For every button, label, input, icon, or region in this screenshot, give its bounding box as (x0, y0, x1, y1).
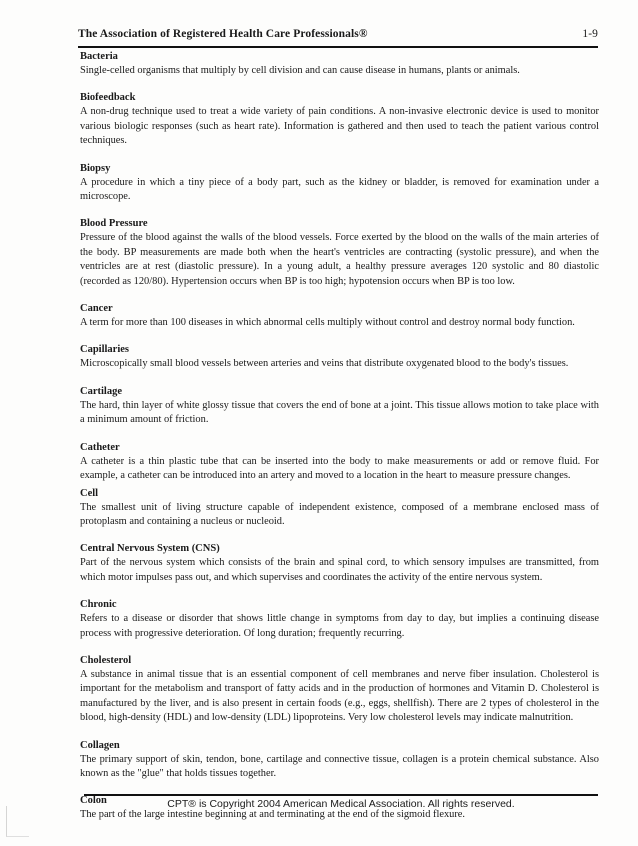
glossary-entry-chronic (80, 598, 599, 641)
glossary-entry-bacteria (80, 50, 599, 78)
glossary-entry-cns (80, 542, 599, 585)
entry-definition: The smallest unit of living structure capable of independent existence, composed of a membrane enclosed mass of protoplasm and containing a nucleus or nucleoid. (80, 501, 599, 527)
glossary-entry-biofeedback (80, 91, 599, 148)
entry-term: Biopsy (80, 162, 111, 174)
glossary-entry-capillaries (80, 343, 599, 371)
glossary-entry-collagen (80, 739, 599, 782)
copyright-footer: CPT® is Copyright 2004 American Medical Association. All rights reserved. (167, 798, 515, 810)
entry-term: Biofeedback (80, 92, 136, 104)
glossary-content (80, 50, 599, 823)
glossary-entry-cholesterol (80, 654, 599, 726)
page-header (78, 28, 598, 46)
entry-term: Catheter (80, 441, 120, 453)
entry-definition: The part of the large intestine beginning at and terminating at the end of the sigmoid flexure. (80, 809, 466, 821)
entry-definition: A substance in animal tissue that is an essential component of cell membranes and nerve fiber insulation. Cholesterol is important for the metabolism and transport of fatty acids and in the production of hormones and Vitamin D. Cholesterol is manufactured by the liver, and is also present in certain foods (e.g., eggs, shellfish). There are 2 types of cholesterol in the blood, high-density (HDL) and low-density (LDL) lipoproteins. Very low cholesterol levels may indicate malnutrition. (80, 668, 599, 724)
scan-artifact (6, 806, 29, 837)
entry-definition: A non-drug technique used to treat a wide variety of pain conditions. A non-invasive electronic device is used to monitor various biologic responses (such as heart rate). Information is gathered and then used to teach the patient various control techniques. (80, 106, 599, 147)
entry-term: Colon (80, 795, 107, 807)
header-title: The Association of Registered Health Care Professionals® (78, 28, 368, 40)
entry-term: Chronic (80, 599, 117, 611)
entry-definition: A catheter is a thin plastic tube that can be inserted into the body to make measurements or add or remove fluid. For example, a catheter can be introduced into an artery and moved to a location in the heart to measure pressure changes. (80, 455, 599, 482)
entry-definition: The primary support of skin, tendon, bone, cartilage and connective tissue, collagen is a protein chemical substance. Also known as the "glue" that holds tissues together. (80, 753, 599, 779)
entry-term: Blood Pressure (80, 218, 148, 230)
entry-term: Bacteria (80, 51, 118, 62)
glossary-entry-catheter (80, 441, 599, 484)
entry-definition: Pressure of the blood against the walls of the blood vessels. Force exerted by the blood on the walls of the main arteries of the body. BP measurements are made both when the heart's ventricles are contracting (systolic pressure), and when the ventricles are at rest (diastolic pressure). In a young adult, a healthy pressure averages 120 systolic and 80 diastolic (recorded as 120/80). Hypertension occurs when BP is too high; hypotension occurs when BP is too low. (80, 232, 599, 287)
glossary-entry-biopsy (80, 162, 599, 205)
entry-definition: Part of the nervous system which consists of the brain and spinal cord, to which sensory impulses are transmitted, from which motor impulses pass out, and which supervises and coordinates the activity of the entire nervous system. (80, 557, 599, 583)
entry-term: Cancer (80, 303, 113, 315)
entry-definition: A term for more than 100 diseases in which abnormal cells multiply without control and destroy normal body function. (80, 317, 575, 329)
entry-definition: Single-celled organisms that multiply by cell division and can cause disease in humans, plants or animals. (80, 65, 520, 76)
glossary-entry-cell (80, 487, 599, 530)
entry-definition: A procedure in which a tiny piece of a body part, such as the kidney or bladder, is removed for examination under a microscope. (80, 176, 599, 203)
entry-definition: Microscopically small blood vessels between arteries and veins that distribute oxygenated blood to the body's tissues. (80, 358, 569, 370)
entry-term: Capillaries (80, 344, 129, 356)
entry-term: Collagen (80, 739, 120, 751)
header-rule (78, 46, 598, 48)
glossary-entry-cancer (80, 302, 599, 330)
entry-term: Cell (80, 487, 99, 499)
entry-definition: Refers to a disease or disorder that shows little change in symptoms from day to day, but implies a continuing disease process with progressive deterioration. Of long duration; frequently recurring. (80, 613, 599, 639)
entry-term: Central Nervous System (CNS) (80, 543, 220, 555)
entry-term: Cartilage (80, 385, 122, 397)
glossary-entry-blood-pressure (80, 217, 599, 289)
page-number: 1-9 (582, 28, 598, 40)
glossary-entry-cartilage (80, 385, 599, 428)
entry-definition: The hard, thin layer of white glossy tissue that covers the end of bone at a joint. This tissue allows motion to take place with a minimum amount of friction. (80, 399, 599, 426)
footer-rule (84, 794, 598, 796)
entry-term: Cholesterol (80, 654, 132, 666)
